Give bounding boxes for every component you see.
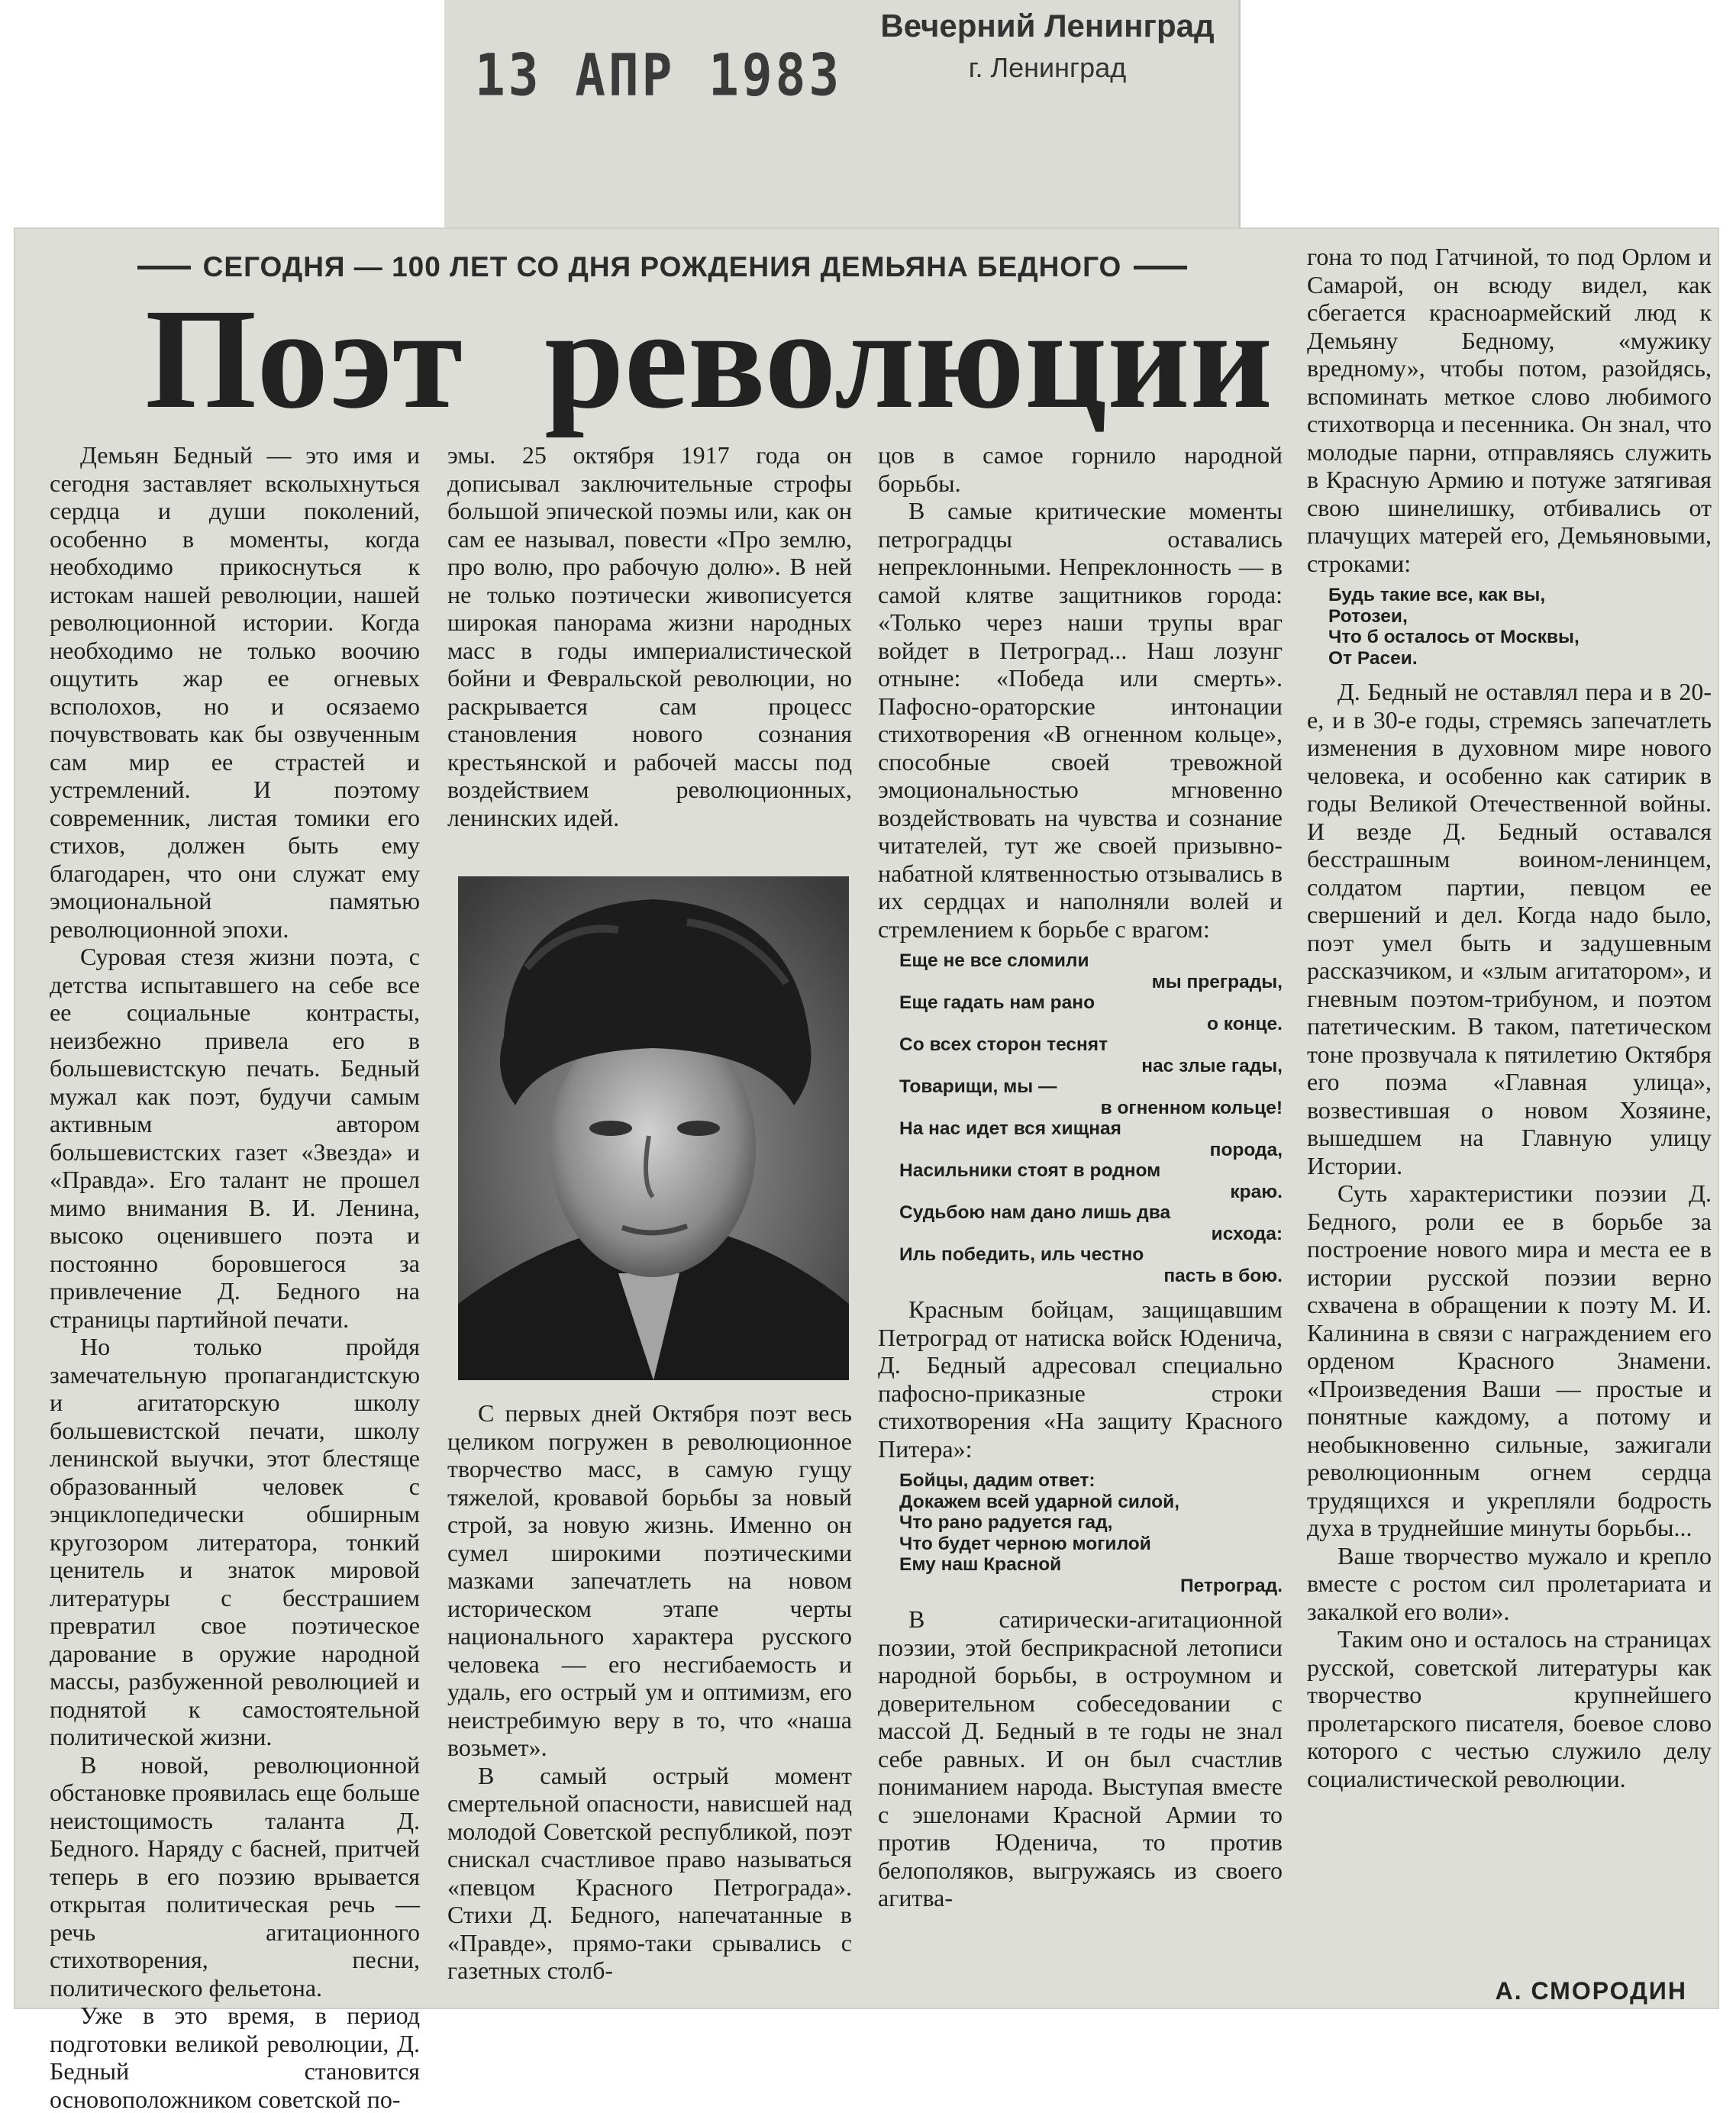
rubric-text: СЕГОДНЯ — 100 ЛЕТ СО ДНЯ РОЖДЕНИЯ ДЕМЬЯНА БЕДНОГО <box>202 251 1122 282</box>
verse-line: От Расеи. <box>1328 647 1418 669</box>
paragraph: эмы. 25 октября 1917 года он дописывал заключительные строфы большой эпической поэмы или, как он сам ее называл, повести «Про землю, про волю, про рабочую долю». В ней не только поэтически живописуется широкая панорама жизни народных масс в годы империалистической бойни и Февральской революции, но раскрывается сам процесс становления нового сознания крестьянской и рабочей массы под воздействием революционных, ленинских идей. <box>447 441 852 831</box>
rubric-rule-left <box>137 266 191 269</box>
paragraph: В самые критические моменты петроградцы оставались непреклонными. Непреклонность — в самой клятве защитников города: «Только через наши трупы враг войдет в Петроград... Наш лозунг отныне: «Победа или смерть». Пафосно-ораторские интонации стихотворения «В огненном кольце», способные своей тревожной эмоциональностью мгновенно воздействовать на чувства и сознание читателей, тут же своей призывно-набатной клятвенностью отзывались в их сердцах и наполняли волей и стремлением к борьбе с врагом: <box>878 497 1283 943</box>
paragraph: Суть характеристики поэзии Д. Бедного, роли ее в борьбе за построение нового мира и места ее в истории русской поэзии верно схвачена в обращении к поэту М. И. Калинина в связи с награждением его орденом Красного Знамени. «Произведения Ваши — простые и понятные каждому, а потому и необыкновенно сильные, зажигали революционным огнем сердца трудящихся и укрепляли бодрость духа в труднейшие минуты борьбы... <box>1307 1179 1712 1541</box>
verse-line: о конце. <box>1207 1013 1283 1034</box>
verse-line: Товарищи, мы — <box>899 1076 1057 1097</box>
verse-line: нас злые гады, <box>1141 1055 1283 1076</box>
paragraph: Красным бойцам, защищавшим Петроград от натиска войск Юденича, Д. Бедный адресовал специально пафосно-приказные строки стихотворения «На защиту Красного Питера»: <box>878 1295 1283 1463</box>
verse-line: Будь такие все, как вы, <box>1328 585 1546 605</box>
column-2-bottom <box>447 1399 852 1985</box>
verse-line: Со всех сторон теснят <box>899 1034 1108 1055</box>
paragraph: С первых дней Октября поэт весь целиком погружен в революционное творчество масс, в самую гущу тяжелой, кровавой борьбы за новый строй, за новую жизнь. Именно он сумел широкими поэтическими мазками запечатлеть на новом историческом этапе черты национального характера русского человека — его несгибаемость и удаль, его острый ум и оптимизм, его неистребимую веру в то, что «наша возьмет». <box>447 1399 852 1761</box>
portrait-of-demyan-bedny-icon <box>458 876 849 1380</box>
verse-line: Еще не все сломили <box>899 950 1089 971</box>
verse-line: На нас идет вся хищная <box>899 1118 1121 1139</box>
verse-quote <box>899 1470 1283 1596</box>
verse-line: Бойцы, дадим ответ: <box>899 1470 1095 1491</box>
stamp-city: г. Ленинград <box>968 52 1127 83</box>
column-4 <box>1307 243 1712 1792</box>
portrait-photo <box>458 876 849 1380</box>
stamp-newspaper: Вечерний Ленинград <box>880 8 1215 44</box>
rubric-rule-right <box>1134 266 1187 269</box>
verse-line: Петроград. <box>1180 1575 1283 1596</box>
verse-quote <box>1328 585 1712 669</box>
stamp-date: 13 АПР 1983 <box>475 41 843 109</box>
verse-line: Судьбою нам дано лишь два <box>899 1202 1171 1223</box>
column-3 <box>878 441 1283 1912</box>
paragraph: В самый острый момент смертельной опасности, нависшей над молодой Советской республикой, поэт снискал счастливое право называться «певцом Красного Петрограда». Стихи Д. Бедного, напечатанные в «Правде», прямо-таки срывались с газетных столб- <box>447 1761 852 1984</box>
verse-line: мы преграды, <box>1151 971 1283 992</box>
archive-stamp-sheet <box>444 0 1241 229</box>
paragraph: Ваше творчество мужало и крепло вместе с ростом сил пролетариата и закалкой его воли». <box>1307 1541 1712 1625</box>
verse-line: краю. <box>1230 1181 1283 1202</box>
verse-line: Насильники стоят в родном <box>899 1160 1161 1181</box>
verse-line: Еще гадать нам рано <box>899 992 1095 1013</box>
verse-line: пасть в бою. <box>1163 1265 1283 1286</box>
column-2-top <box>447 441 852 831</box>
column-1 <box>50 441 420 2113</box>
paragraph: Но только пройдя замечательную пропагандистскую и агитаторскую школу большевистской печати, школу ленинской выучки, этот блестяще образованный человек с энциклопедически обширным кругозором литератора, тонкий ценитель и знаток мировой литературы с бесстрашием превратил свое поэтическое дарование в оружие народной массы, разбуженной революцией и поднятой к самостоятельной политической жизни. <box>50 1333 420 1750</box>
verse-quote <box>899 950 1283 1286</box>
paragraph: гона то под Гатчиной, то под Орлом и Самарой, он всюду видел, как сбегается красноармейский люд к Демьяну Бедному, «мужику вредному», чтобы потом, разойдясь, вспоминать меткое слово любимого стихотворца и песенника. Он знал, что молодые парни, отправляясь служить в Красную Армию и потуже затягивая свою шинелишку, отбивались от плачущих матерей его, Демьяновыми, строками: <box>1307 243 1712 577</box>
verse-line: порода, <box>1209 1139 1283 1160</box>
paragraph: В новой, революционной обстановке проявилась еще больше неистощимость таланта Д. Бедного. Наряду с басней, притчей теперь в его поэзию врывается открытая политическая речь — речь агитационного стихотворения, песни, политического фельетона. <box>50 1750 420 2002</box>
verse-line: Иль победить, иль честно <box>899 1244 1144 1265</box>
paragraph: Суровая стезя жизни поэта, с детства испытавшего на себе все ее социальные контрасты, неизбежно привела его в большевистскую печать. Бедный мужал как поэт, будучи самым активным автором большевистских газет «Звезда» и «Правда». Его талант не прошел мимо внимания В. И. Ленина, высоко оценившего поэта и постоянно боровшегося за привлечение Д. Бедного на страницы партийной печати. <box>50 943 420 1333</box>
verse-line: Что б осталось от Москвы, <box>1328 627 1580 647</box>
paragraph: В сатирически-агитационной поэзии, этой бесприкрасной летописи народной борьбы, в остроумном и доверительном собеседовании с массой Д. Бедный в те годы не знал себе равных. И он был счастлив пониманием народа. Выступая вместе с эшелонами Красной Армии то против Юденича, то против белополяков, выгружаясь из своего агитва- <box>878 1605 1283 1911</box>
paragraph: Д. Бедный не оставлял пера и в 20-е, и в 30-е годы, стремясь запечатлеть изменения в духовном мире нового человека, и особенно как сатирик в годы Великой Отечественной войны. И везде Д. Бедный оставался бесстрашным воином-ленинцем, солдатом партии, певцом ее свершений и дел. Когда надо было, поэт умел быть и задушевным рассказчиком, и «злым агитатором», и гневным поэтом-трибуном, и поэтом патетическим. В таком, патетическом тоне прозвучала к пятилетию Октября его поэма «Главная улица», возвестившая о новом Хозяине, вышедшем на Главную улицу Истории. <box>1307 678 1712 1179</box>
verse-line: Ему наш Красной <box>899 1554 1062 1575</box>
paragraph: Уже в это время, в период подготовки великой революции, Д. Бедный становится основоположником советской по- <box>50 2002 420 2113</box>
verse-line: исхода: <box>1211 1223 1283 1244</box>
verse-line: Ротозеи, <box>1328 605 1408 627</box>
paragraph: Демьян Бедный — это имя и сегодня заставляет всколыхнуться сердца и души поколений, особенно в моменты, когда необходимо прикоснуться к истокам нашей революции, нашей революционной истории. Когда необходимо не только воочию ощутить жар ее огневых всполохов, но и осязаемо почувствовать как бы озвученным сам мир ее страстей и устремлений. И поэтому современник, листая томики его стихов, должен быть ему благодарен, что они служат ему эмоциональной памятью революционной эпохи. <box>50 441 420 943</box>
verse-line: Докажем всей ударной силой, <box>899 1491 1180 1512</box>
paragraph: цов в самое горнило народной борьбы. <box>878 441 1283 497</box>
verse-line: в огненном кольце! <box>1100 1097 1283 1118</box>
paragraph: Таким оно и осталось на страницах русской, советской литературы как творчество крупнейшего пролетарского писателя, боевое слово которого с честью служило делу социалистической революции. <box>1307 1625 1712 1792</box>
verse-line: Что рано радуется гад, <box>899 1512 1113 1533</box>
verse-line: Что будет черною могилой <box>899 1533 1151 1554</box>
headline: Поэт революции <box>145 279 1273 438</box>
author-signature: А. СМОРОДИН <box>1495 1977 1687 2005</box>
